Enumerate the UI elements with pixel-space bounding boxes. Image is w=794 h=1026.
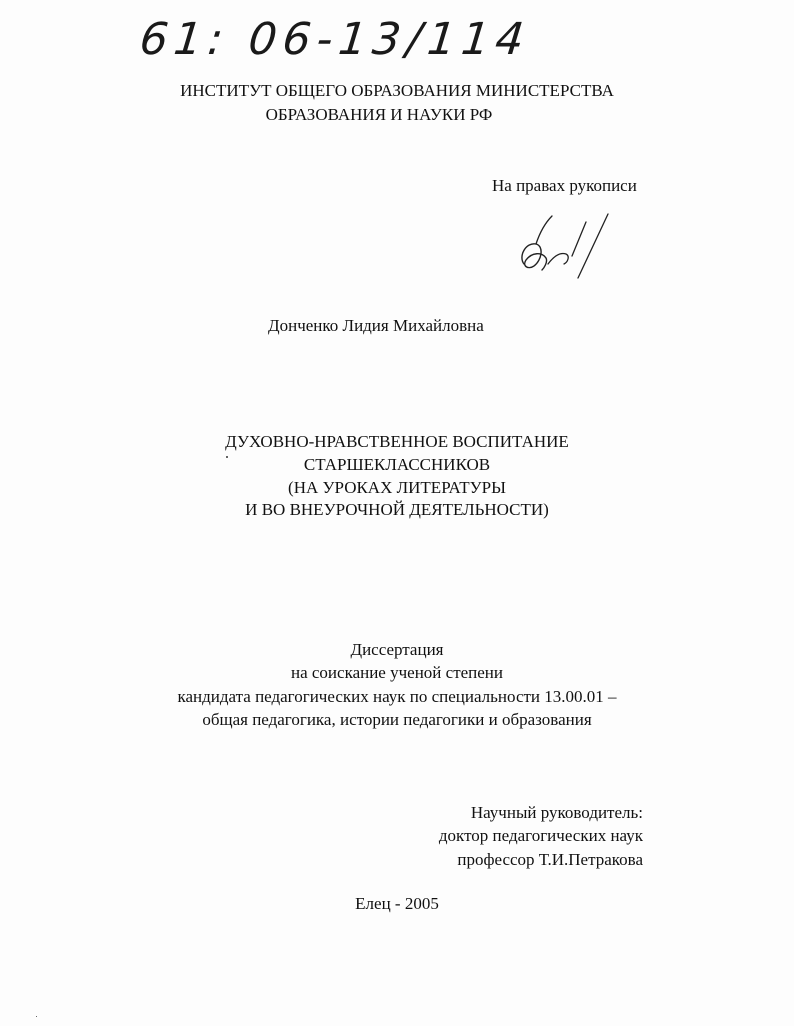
title-line-2: СТАРШЕКЛАССНИКОВ bbox=[303, 455, 491, 474]
manuscript-note: На правах рукописи bbox=[492, 176, 637, 195]
supervisor-line-1: Научный руководитель: bbox=[470, 803, 643, 822]
title-line-1: ДУХОВНО-НРАВСТВЕННОЕ ВОСПИТАНИЕ bbox=[225, 432, 569, 451]
signature-icon bbox=[512, 212, 612, 288]
supervisor-line-3: профессор Т.И.Петракова bbox=[457, 850, 643, 869]
dissertation-line-2: на соискание ученой степени bbox=[290, 663, 504, 682]
institution-line-2: ОБРАЗОВАНИЯ И НАУКИ РФ bbox=[265, 105, 493, 124]
scan-speck bbox=[36, 1016, 37, 1017]
dissertation-line-3: кандидата педагогических наук по специальности 13.00.01 – bbox=[177, 687, 617, 706]
author-name: Донченко Лидия Михайловна bbox=[268, 316, 484, 335]
place-year: Елец - 2005 bbox=[355, 894, 439, 913]
title-line-4: И ВО ВНЕУРОЧНОЙ ДЕЯТЕЛЬНОСТИ) bbox=[245, 500, 549, 519]
title-line-3: (НА УРОКАХ ЛИТЕРАТУРЫ bbox=[288, 478, 506, 497]
dissertation-line-4: общая педагогика, истории педагогики и образования bbox=[202, 710, 592, 729]
handwritten-archive-code: 61: 06-13/114 bbox=[137, 14, 533, 65]
supervisor-line-2: доктор педагогических наук bbox=[438, 826, 643, 845]
institution-line-1: ИНСТИТУТ ОБЩЕГО ОБРАЗОВАНИЯ МИНИСТЕРСТВА bbox=[180, 81, 614, 100]
dissertation-line-1: Диссертация bbox=[350, 640, 444, 659]
